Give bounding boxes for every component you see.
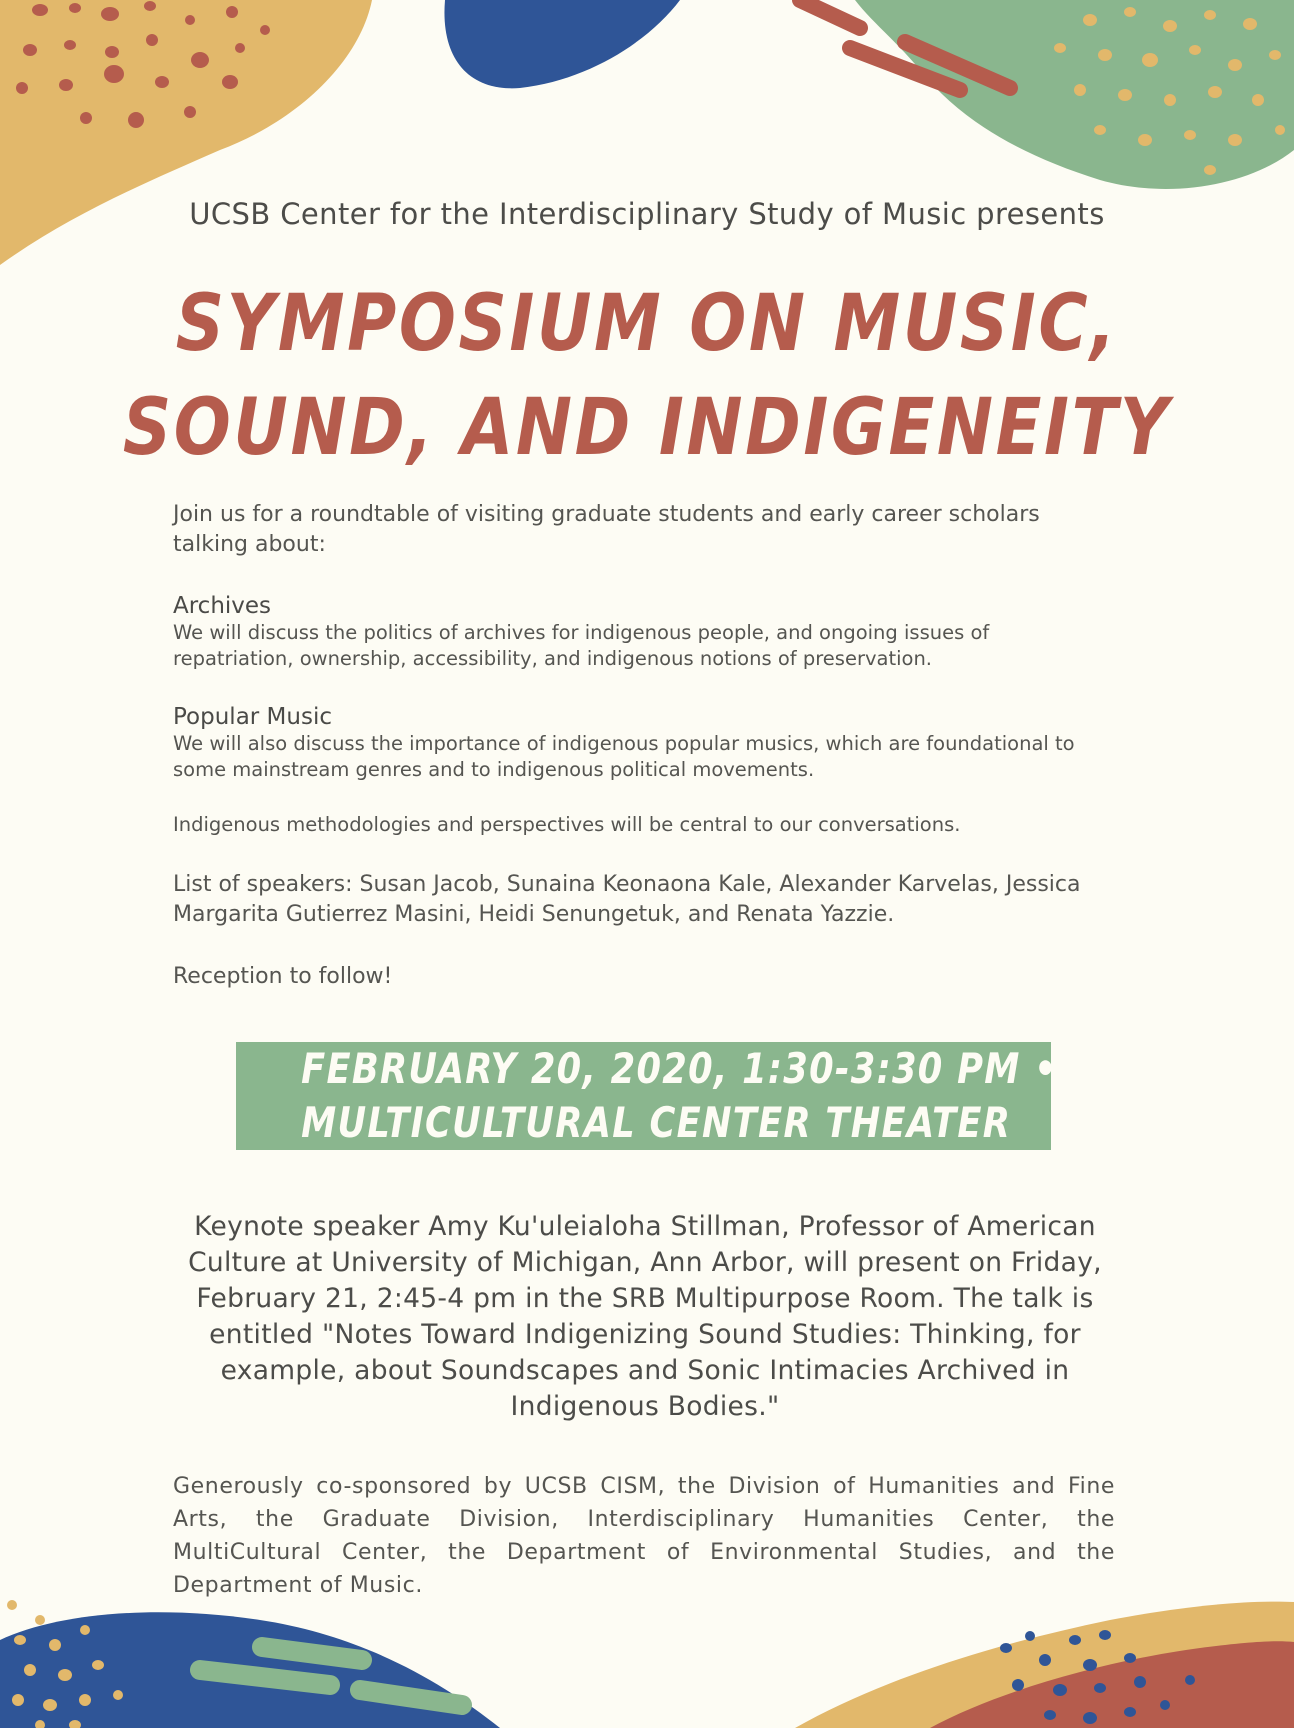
section-heading-archives: Archives [173,593,272,619]
banner-text [301,1042,1058,1150]
section-heading-popular-music: Popular Music [173,704,332,730]
methodologies-paragraph: Indigenous methodologies and perspectives will be central to our conversations. [173,813,961,836]
banner-line-2: MULTICULTURAL CENTER THEATER [301,1098,1012,1147]
sponsors-paragraph: Generously co-sponsored by UCSB CISM, the Division of Humanities and Fine Arts, the Graduate Division, Interdisciplinary Humanities Center, the MultiCultural Center, the Department of Environmental Studies, and the Department of Music. [173,1474,1115,1598]
speakers-paragraph: List of speakers: Susan Jacob, Sunaina Keonaona Kale, Alexander Karvelas, Jessica Margarita Gutierrez Masini, Heidi Senungetuk, and Renata Yazzie. [173,872,1081,927]
reception-line: Reception to follow! [173,964,393,989]
section-popular-music [173,703,1093,783]
presenter-line: UCSB Center for the Interdisciplinary Study of Music presents [189,197,1105,231]
section-body-archives: We will discuss the politics of archives for indigenous people, and ongoing issues of repatriation, ownership, accessibility, and indigenous notions of preservation. [173,621,990,670]
title-line-1: SYMPOSIUM ON MUSIC, [175,279,1119,369]
date-location-banner [236,1042,1058,1150]
intro-paragraph: Join us for a roundtable of visiting graduate students and early career scholars talking about: [173,502,1040,557]
section-body-popular-music: We will also discuss the importance of indigenous popular musics, which are foundational to some mainstream genres and to indigenous political movements. [173,732,1075,781]
banner-line-1: FEBRUARY 20, 2020, 1:30-3:30 PM • [301,1044,1058,1093]
poster-title [91,272,1204,480]
keynote-paragraph: Keynote speaker Amy Ku'uleialoha Stillman, Professor of American Culture at University of Michigan, Ann Arbor, will present on Friday, February 21, 2:45-4 pm in the SRB Multipurpose Room. The talk is entitled "Notes Toward Indigenizing Sound Studies: Thinking, for example, about Soundscapes and Sonic Intimacies Archived in Indigenous Bodies." [188,1211,1102,1422]
section-archives [173,592,1093,672]
title-line-2: SOUND, AND INDIGENEITY [122,383,1172,473]
